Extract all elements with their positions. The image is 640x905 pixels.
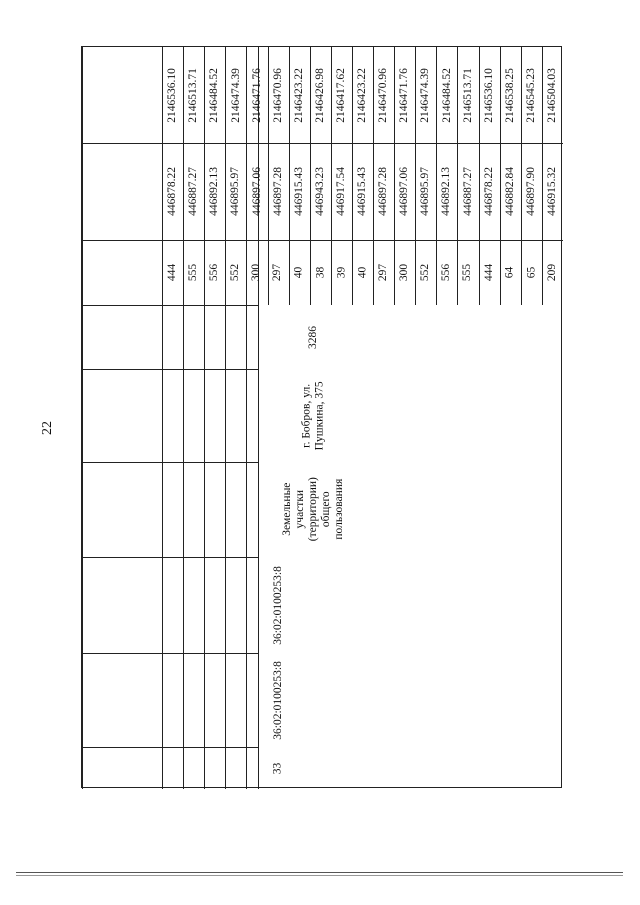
point-y-cell bbox=[415, 47, 436, 143]
point-point-cell bbox=[479, 240, 500, 305]
point-y-cell bbox=[436, 47, 457, 143]
point-x: 446897.28 bbox=[377, 167, 390, 216]
point-x-cell bbox=[542, 143, 563, 240]
point-y: 2146474.39 bbox=[419, 67, 432, 123]
point-point: 300 bbox=[398, 263, 411, 282]
point-x-cell bbox=[373, 143, 394, 240]
point-point: 40 bbox=[356, 266, 369, 279]
point-point: 39 bbox=[334, 266, 347, 279]
point-x-cell bbox=[500, 143, 521, 240]
point-x: 446887.27 bbox=[461, 167, 474, 216]
grid-line-num-cad bbox=[82, 653, 258, 654]
point-y-cell bbox=[289, 47, 310, 143]
point-point: 552 bbox=[229, 263, 242, 282]
point-x-cell bbox=[415, 143, 436, 240]
point-y: 2146536.10 bbox=[166, 67, 179, 123]
point-x-cell bbox=[331, 143, 352, 240]
point-point-cell bbox=[183, 240, 204, 305]
point-y-cell bbox=[268, 47, 289, 143]
point-x: 446897.28 bbox=[271, 167, 284, 216]
grid-line-outer bbox=[82, 47, 83, 789]
point-point-cell bbox=[204, 240, 225, 305]
point-y-cell bbox=[542, 47, 563, 143]
point-point-cell bbox=[542, 240, 563, 305]
point-y-cell bbox=[225, 47, 246, 143]
point-point: 38 bbox=[313, 266, 326, 279]
point-x: 446915.32 bbox=[546, 167, 558, 216]
point-x-cell bbox=[457, 143, 478, 240]
point-point-cell bbox=[310, 240, 331, 305]
point-y: 2146513.71 bbox=[187, 67, 200, 123]
point-y-cell bbox=[310, 47, 331, 143]
point-point-cell bbox=[373, 240, 394, 305]
point-y-cell bbox=[331, 47, 352, 143]
point-x: 446943.23 bbox=[313, 167, 326, 216]
point-y: 2146538.25 bbox=[503, 67, 516, 123]
grid-line-cad-type bbox=[82, 462, 258, 463]
point-y-cell bbox=[479, 47, 500, 143]
cadastral-number: 36:02:0100253:8 bbox=[271, 660, 284, 740]
point-x-cell bbox=[479, 143, 500, 240]
point-x: 446878.22 bbox=[482, 167, 495, 216]
point-y: 2146513.71 bbox=[461, 67, 474, 123]
point-y: 2146426.98 bbox=[313, 67, 326, 123]
page-number bbox=[41, 418, 55, 438]
point-x: 446915.43 bbox=[292, 167, 305, 216]
point-x-cell bbox=[436, 143, 457, 240]
point-y-cell bbox=[183, 47, 204, 143]
row-number: 33 bbox=[271, 762, 284, 774]
point-point-cell bbox=[225, 240, 246, 305]
area-cell bbox=[258, 305, 368, 369]
point-y-cell bbox=[204, 47, 225, 143]
cadastral-number-2-cell bbox=[258, 557, 298, 653]
point-x: 446892.13 bbox=[440, 167, 453, 216]
point-x: 446895.97 bbox=[419, 167, 432, 216]
point-y-cell bbox=[457, 47, 478, 143]
point-point-cell bbox=[268, 240, 289, 305]
point-point: 297 bbox=[271, 263, 284, 282]
point-x-cell bbox=[352, 143, 373, 240]
point-point-cell bbox=[436, 240, 457, 305]
point-x: 446882.84 bbox=[503, 167, 516, 216]
point-point: 209 bbox=[546, 263, 558, 282]
point-x-cell bbox=[162, 143, 183, 240]
land-type-cell bbox=[258, 462, 368, 557]
point-point: 552 bbox=[419, 263, 432, 282]
point-point-cell bbox=[521, 240, 542, 305]
point-x-cell bbox=[183, 143, 204, 240]
point-y: 2146474.39 bbox=[229, 67, 242, 123]
address: г. Бобров, ул. Пушкина, 375 bbox=[300, 381, 325, 450]
point-point: 556 bbox=[440, 263, 453, 282]
coordinates-table bbox=[81, 46, 562, 788]
point-point: 300 bbox=[250, 263, 263, 282]
point-point: 297 bbox=[377, 263, 390, 282]
cadastral-number-cell bbox=[258, 653, 298, 747]
point-x: 446917.54 bbox=[334, 167, 347, 216]
point-point-cell bbox=[162, 240, 183, 305]
point-y-cell bbox=[352, 47, 373, 143]
point-y: 2146536.10 bbox=[482, 67, 495, 123]
grid-line-type-addr bbox=[82, 369, 258, 370]
area: 3286 bbox=[306, 325, 319, 349]
point-x: 446878.22 bbox=[166, 167, 179, 216]
point-point-cell bbox=[500, 240, 521, 305]
point-x-cell bbox=[204, 143, 225, 240]
point-y-cell bbox=[246, 47, 267, 143]
point-y: 2146504.03 bbox=[546, 67, 558, 123]
point-point-cell bbox=[331, 240, 352, 305]
point-x-cell bbox=[310, 143, 331, 240]
point-x-cell bbox=[246, 143, 267, 240]
point-point-cell bbox=[246, 240, 267, 305]
cadastral-number-2: 36:02:0100253:8 bbox=[271, 565, 284, 645]
point-y: 2146471.76 bbox=[250, 67, 263, 123]
land-type: Земельные участки (территории) общего пользования bbox=[280, 477, 345, 542]
point-point-cell bbox=[352, 240, 373, 305]
footer-rule-secondary bbox=[16, 875, 623, 876]
point-y-cell bbox=[521, 47, 542, 143]
point-point: 555 bbox=[461, 263, 474, 282]
grid-line-cad-cad bbox=[82, 557, 258, 558]
point-y-cell bbox=[500, 47, 521, 143]
point-y: 2146484.52 bbox=[208, 67, 221, 123]
point-point-cell bbox=[457, 240, 478, 305]
point-point-cell bbox=[289, 240, 310, 305]
point-y: 2146471.76 bbox=[398, 67, 411, 123]
point-point: 444 bbox=[482, 263, 495, 282]
point-y: 2146423.22 bbox=[292, 67, 305, 123]
point-x: 446915.43 bbox=[356, 167, 369, 216]
grid-line-addr-area bbox=[82, 305, 258, 306]
footer-rule bbox=[16, 872, 623, 873]
point-x-cell bbox=[268, 143, 289, 240]
point-point: 64 bbox=[503, 266, 516, 279]
point-x: 446895.97 bbox=[229, 167, 242, 216]
point-point: 65 bbox=[524, 266, 537, 279]
point-x: 446892.13 bbox=[208, 167, 221, 216]
row-number-cell bbox=[258, 747, 298, 789]
point-x: 446887.27 bbox=[187, 167, 200, 216]
point-x: 446897.06 bbox=[250, 167, 263, 216]
point-y-cell bbox=[162, 47, 183, 143]
point-point: 556 bbox=[208, 263, 221, 282]
point-point: 444 bbox=[166, 263, 179, 282]
point-y-cell bbox=[394, 47, 415, 143]
point-x: 446897.06 bbox=[398, 167, 411, 216]
point-x-cell bbox=[289, 143, 310, 240]
point-x-cell bbox=[225, 143, 246, 240]
point-y: 2146470.96 bbox=[271, 67, 284, 123]
point-x: 446897.90 bbox=[524, 167, 537, 216]
point-y: 2146417.62 bbox=[334, 67, 347, 123]
point-x-cell bbox=[521, 143, 542, 240]
point-point: 40 bbox=[292, 266, 305, 279]
point-point-cell bbox=[394, 240, 415, 305]
address-cell bbox=[258, 369, 368, 462]
point-y: 2146545.23 bbox=[524, 67, 537, 123]
point-y: 2146484.52 bbox=[440, 67, 453, 123]
point-y: 2146470.96 bbox=[377, 67, 390, 123]
grid-line-num bbox=[82, 747, 258, 748]
point-y-cell bbox=[373, 47, 394, 143]
point-y: 2146423.22 bbox=[356, 67, 369, 123]
point-x-cell bbox=[394, 143, 415, 240]
page-number-text: 22 bbox=[40, 421, 55, 435]
point-point-cell bbox=[415, 240, 436, 305]
point-point: 555 bbox=[187, 263, 200, 282]
